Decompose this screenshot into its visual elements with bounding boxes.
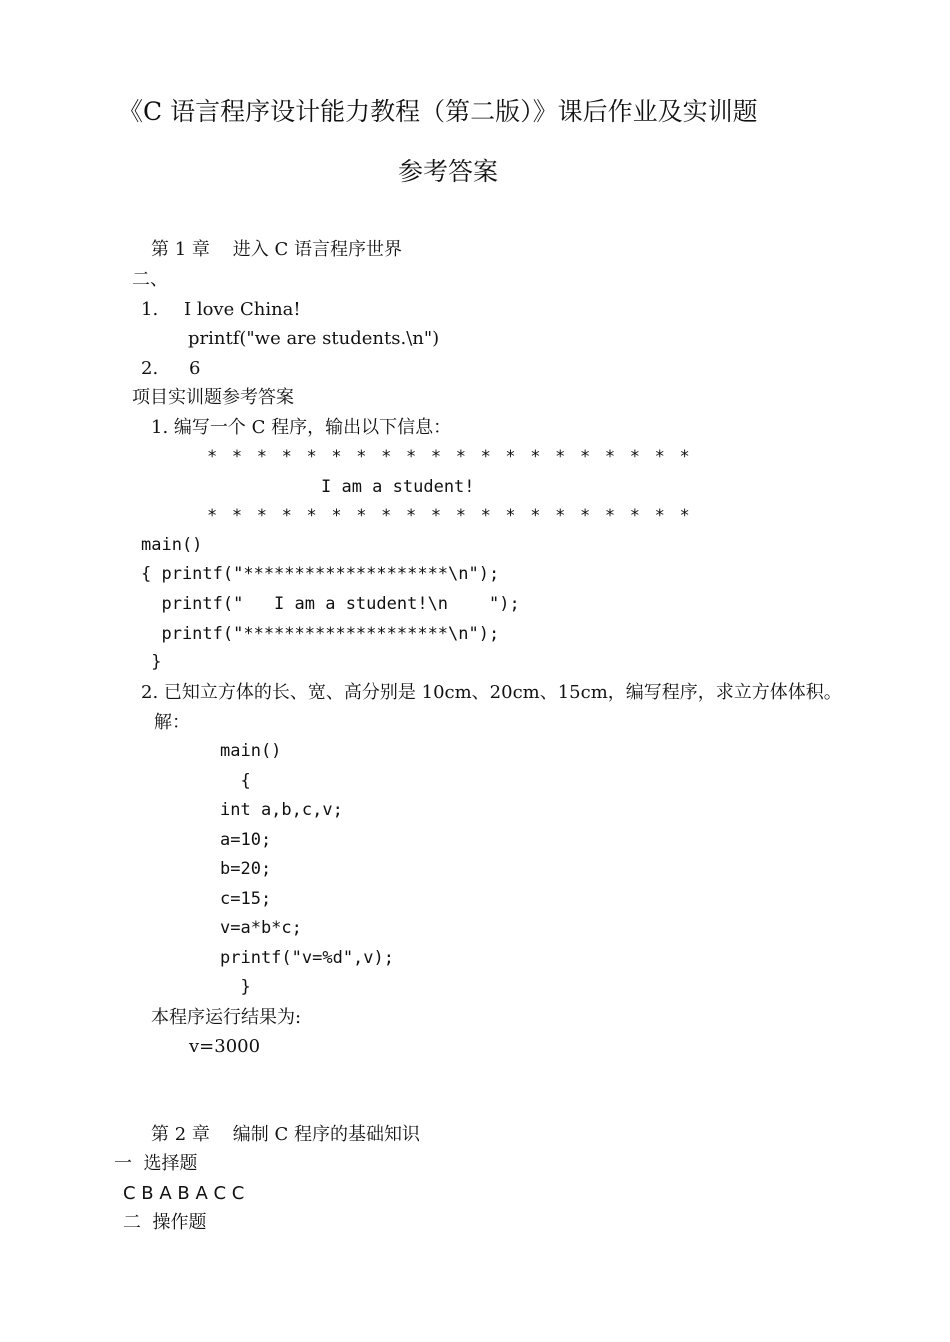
q1-number: 1. bbox=[141, 299, 159, 320]
task2-text: 2. 已知立方体的长、宽、高分别是 10cm、20cm、15cm，编写程序，求立方体体积。 bbox=[141, 682, 842, 703]
document-title-line2: 参考答案 bbox=[398, 157, 499, 186]
chapter1-heading: 第 1 章 进入 C 语言程序世界 bbox=[151, 239, 402, 260]
q1-answer: I love China! bbox=[184, 299, 301, 320]
code2-line: v=a*b*c; bbox=[220, 918, 302, 938]
code2-line: printf("v=%d",v); bbox=[220, 948, 394, 968]
q2-number: 2. bbox=[141, 358, 159, 379]
code1-line: main() bbox=[141, 535, 203, 555]
code2-line: b=20; bbox=[220, 859, 272, 879]
result-value: v=3000 bbox=[189, 1036, 261, 1057]
result-label: 本程序运行结果为: bbox=[151, 1007, 302, 1028]
code1-line: } bbox=[141, 652, 162, 672]
code1-line: { printf("********************\n"); bbox=[141, 564, 500, 584]
code2-line: int a,b,c,v; bbox=[220, 800, 343, 820]
solution-label: 解： bbox=[154, 712, 190, 733]
code2-line: main() bbox=[220, 741, 282, 761]
q1-code: printf("we are students.\n") bbox=[188, 328, 440, 349]
code2-line: { bbox=[220, 771, 251, 791]
chapter2-section-one: 一 选择题 bbox=[114, 1153, 198, 1174]
code2-line: } bbox=[220, 977, 251, 997]
student-line: I am a student! bbox=[321, 477, 475, 497]
stars-line-top: * * * * * * * * * * * * * * * * * * * * bbox=[207, 447, 692, 467]
chapter2-choices: C B A B A C C bbox=[123, 1183, 245, 1204]
chapter2-section-two: 二 操作题 bbox=[123, 1212, 207, 1233]
chapter2-heading: 第 2 章 编制 C 程序的基础知识 bbox=[151, 1124, 420, 1145]
task1-text: 1. 编写一个 C 程序，输出以下信息： bbox=[151, 417, 452, 438]
project-heading: 项目实训题参考答案 bbox=[132, 387, 294, 408]
code2-line: a=10; bbox=[220, 830, 272, 850]
chapter1-section-two: 二、 bbox=[132, 269, 168, 290]
code2-line: c=15; bbox=[220, 889, 272, 909]
document-title-line1: 《C 语言程序设计能力教程（第二版）》课后作业及实训题 bbox=[118, 97, 758, 126]
stars-line-bottom: * * * * * * * * * * * * * * * * * * * * bbox=[207, 506, 692, 526]
code1-line: printf(" I am a student!\n "); bbox=[141, 594, 520, 614]
q2-answer: 6 bbox=[189, 358, 201, 379]
code1-line: printf("********************\n"); bbox=[141, 624, 500, 644]
